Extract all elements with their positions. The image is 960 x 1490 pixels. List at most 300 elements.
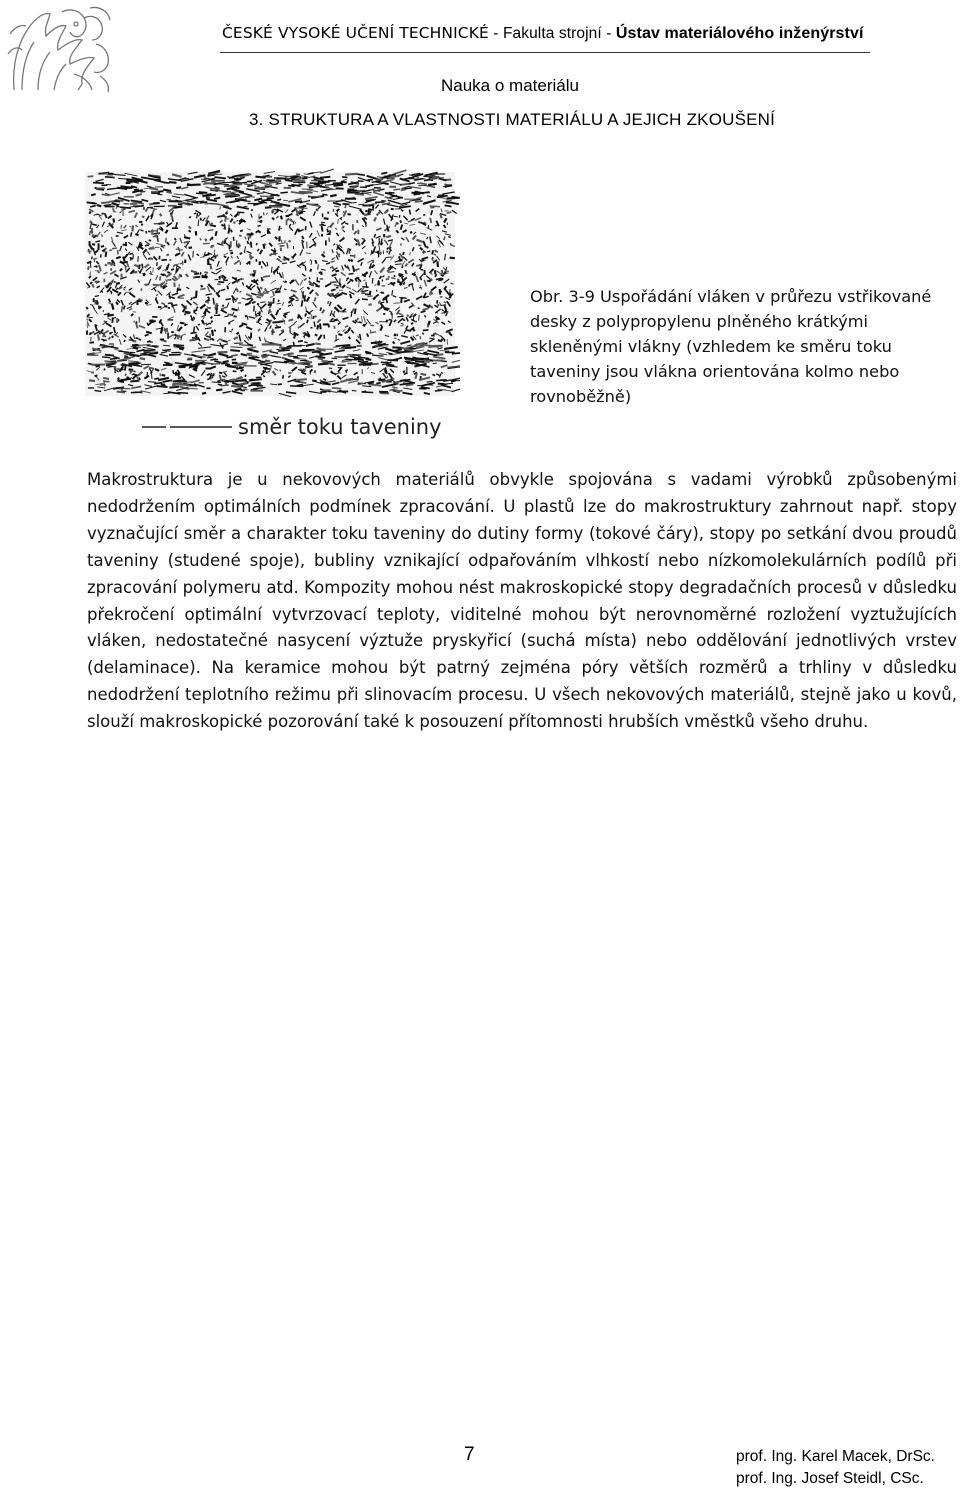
fiber-mark [216,308,217,314]
fiber-mark [150,258,153,259]
author-credits [736,1446,935,1490]
fiber-mark [342,226,344,227]
fiber-mark [334,311,335,315]
fiber-mark [158,191,163,192]
fiber-mark [157,236,158,239]
fiber-mark [394,334,395,337]
fiber-mark [306,253,311,254]
fiber-mark [279,226,280,231]
fiber-mark [148,231,150,232]
fiber-mark [372,251,373,254]
fiber-mark [315,334,317,336]
fiber-mark [307,320,308,324]
fiber-mark [314,297,315,301]
fiber-mark [208,297,210,299]
fiber-mark [257,304,259,305]
fiber-mark [253,271,256,272]
fiber-mark [381,173,387,174]
fiber-mark [357,318,359,320]
fiber-mark [125,365,126,370]
fiber-mark [422,333,424,334]
fiber-mark [399,256,400,260]
fiber-mark [95,390,102,391]
fiber-mark [139,339,141,340]
fiber-mark [410,232,412,233]
fiber-mark [438,340,440,341]
fiber-mark [363,280,365,281]
fiber-mark [376,383,380,384]
fiber-mark [173,380,185,381]
fiber-mark [114,282,116,283]
fiber-mark [239,235,242,236]
fiber-mark [297,379,307,380]
fiber-mark [287,219,290,220]
flow-direction-label: směr toku taveniny [238,415,442,439]
fiber-mark [209,323,211,324]
fiber-mark [330,282,337,283]
fiber-mark [198,215,200,216]
fiber-mark [96,366,100,367]
fiber-mark [201,285,202,287]
fiber-mark [285,180,292,181]
fiber-mark [205,239,207,241]
fiber-mark [369,385,381,386]
fiber-mark [413,371,415,372]
fiber-mark [154,378,159,379]
fiber-mark [279,309,281,310]
fiber-mark [129,355,139,356]
fiber-mark [431,335,434,336]
fiber-mark [393,342,395,344]
fiber-mark [376,179,383,180]
fiber-mark [163,393,170,394]
fiber-structure-figure [82,168,460,440]
fiber-mark [394,216,398,217]
fiber-mark [293,182,305,183]
fiber-mark [314,316,317,317]
fiber-mark [87,202,95,203]
fiber-mark [134,190,139,191]
fiber-mark [120,369,124,370]
fiber-mark [196,291,197,297]
fiber-mark [196,334,197,339]
fiber-mark [173,345,184,346]
fiber-mark [163,190,171,191]
fiber-mark [388,277,390,278]
fiber-mark [282,263,287,264]
fiber-mark [444,339,445,341]
fiber-mark [138,301,141,302]
fiber-mark [142,273,145,274]
fiber-mark [302,178,308,179]
fiber-mark [219,276,220,278]
institute-name: Ústav materiálového inženýrství [615,25,864,42]
fiber-mark [105,265,107,266]
fiber-mark [263,355,269,356]
fiber-mark [212,382,221,383]
fiber-mark [436,319,440,320]
fiber-mark [225,216,226,222]
fiber-mark [143,354,150,355]
fiber-mark [386,370,387,374]
fiber-mark [218,384,223,385]
fiber-mark [298,341,303,342]
fiber-mark [288,373,292,374]
fiber-mark [294,334,295,338]
fiber-mark [271,206,282,207]
fiber-mark [145,245,147,246]
fiber-mark [164,362,169,363]
fiber-mark [177,393,188,394]
fiber-mark [117,392,125,393]
fiber-mark [428,321,430,326]
fiber-mark [400,220,401,223]
fiber-mark [381,302,384,303]
fiber-mark [88,266,89,270]
fiber-mark [270,344,281,345]
fiber-mark [298,327,299,328]
fiber-mark [142,264,143,269]
fiber-mark [221,225,223,227]
fiber-mark [101,202,110,203]
fiber-mark [314,184,320,185]
fiber-mark [379,341,381,343]
fiber-mark [250,196,255,197]
fiber-cross-section-image [82,168,460,440]
fiber-mark [194,213,196,214]
fiber-mark [445,205,452,206]
fiber-mark [189,231,191,232]
fiber-mark [437,389,446,390]
fiber-mark [386,257,392,258]
fiber-mark [398,339,401,340]
fiber-mark [355,309,356,315]
fiber-mark [327,229,328,233]
fiber-mark [247,241,248,244]
fiber-mark [167,328,168,332]
fiber-mark [263,244,264,249]
fiber-mark [332,358,338,359]
fiber-mark [389,354,393,355]
fiber-mark [429,280,430,282]
fiber-mark [167,272,170,273]
fiber-mark [260,221,262,223]
fiber-mark [332,388,342,389]
fiber-mark [116,283,120,284]
fiber-mark [352,390,357,391]
fiber-mark [375,202,385,203]
fiber-mark [423,215,425,216]
fiber-mark [405,188,412,189]
fiber-mark [393,189,400,190]
fiber-mark [310,259,311,261]
fiber-mark [193,251,194,258]
fiber-mark [346,359,357,360]
fiber-mark [275,327,281,328]
fiber-mark [143,350,155,351]
fiber-mark [223,361,229,362]
fiber-mark [112,303,114,309]
fiber-mark [411,329,414,330]
fiber-mark [219,372,222,373]
fiber-mark [212,330,213,336]
fiber-mark [261,200,269,201]
fiber-mark [257,230,260,231]
fiber-mark [299,362,313,363]
fiber-mark [351,259,352,261]
fiber-mark [179,348,183,349]
figure-caption: Obr. 3-9 Uspořádání vláken v průřezu vstřikované desky z polypropylenu plněného krátkými skleněnými vlákny (vzhledem ke směru toku taveniny jsou vlákna orientována kolmo nebo rovnoběžně) [530,287,932,406]
fiber-mark [173,370,174,374]
fiber-mark [165,349,171,350]
fiber-mark [205,203,211,204]
fiber-mark [189,247,193,248]
fiber-mark [415,201,423,202]
fiber-mark [304,342,307,343]
fiber-mark [256,315,260,316]
fiber-mark [289,319,294,320]
fiber-mark [245,375,246,377]
fiber-mark [243,389,247,390]
fiber-mark [281,240,282,243]
fiber-mark [283,375,284,379]
fiber-mark [424,180,430,181]
fiber-mark [118,378,120,380]
fiber-mark [92,257,93,260]
fiber-mark [278,300,279,302]
fiber-mark [214,373,215,376]
faculty-name: - Fakulta strojní - [488,25,616,42]
fiber-mark [240,230,243,231]
fiber-mark [318,358,323,359]
fiber-mark [322,226,323,232]
fiber-mark [124,357,128,358]
fiber-mark [262,277,263,281]
fiber-mark [141,364,151,365]
fiber-mark [338,334,342,335]
fiber-mark [349,337,350,340]
fiber-mark [277,178,287,179]
fiber-mark [372,278,373,283]
fiber-mark [316,286,320,287]
lion-emblem-icon [4,4,116,96]
fiber-mark [375,341,378,342]
fiber-mark [112,318,113,323]
fiber-mark [287,243,288,249]
fiber-mark [419,315,420,321]
fiber-mark [202,393,206,394]
fiber-mark [362,299,368,300]
fiber-mark [112,248,117,249]
fiber-mark [131,232,132,237]
fiber-mark [146,231,147,234]
fiber-mark [140,192,145,193]
fiber-mark [88,176,94,177]
fiber-mark [345,205,346,208]
fiber-mark [123,244,127,245]
fiber-mark [105,177,115,178]
fiber-mark [231,347,243,348]
fiber-mark [318,364,328,365]
fiber-mark [409,210,410,215]
fiber-mark [430,292,431,295]
fiber-mark [130,258,133,259]
fiber-mark [237,333,239,335]
fiber-mark [397,316,404,317]
fiber-mark [317,325,318,329]
fiber-mark [176,187,181,188]
university-logo [4,4,116,96]
fiber-mark [321,222,325,223]
fiber-mark [112,336,114,337]
fiber-mark [359,322,362,323]
fiber-mark [418,308,420,309]
fiber-mark [91,194,96,195]
fiber-mark [350,294,351,298]
fiber-mark [239,213,240,216]
fiber-mark [368,383,374,384]
fiber-mark [194,317,195,320]
fiber-mark [101,246,104,247]
fiber-mark [317,281,320,282]
fiber-mark [432,269,434,270]
fiber-mark [309,277,310,279]
fiber-mark [288,186,295,187]
fiber-mark [383,362,388,363]
author-name: prof. Ing. Josef Steidl, CSc. [736,1470,924,1487]
fiber-mark [129,371,136,372]
fiber-mark [180,323,185,324]
fiber-mark [157,236,158,242]
fiber-mark [133,347,138,349]
fiber-mark [160,214,162,217]
fiber-mark [86,307,88,309]
fiber-mark [203,243,210,244]
fiber-mark [210,225,216,226]
fiber-mark [431,291,432,295]
fiber-mark [403,252,404,255]
fiber-mark [320,177,331,178]
fiber-mark [263,276,270,277]
fiber-mark [272,218,274,220]
fiber-mark [157,386,168,387]
fiber-mark [447,212,452,213]
fiber-mark [194,369,197,371]
fiber-mark [324,218,329,219]
fiber-mark [218,282,224,283]
fiber-mark [445,289,446,291]
fiber-mark [157,262,158,266]
fiber-mark [319,272,321,273]
fiber-mark [168,303,172,304]
header-rule [220,52,870,53]
fiber-mark [334,185,344,186]
fiber-mark [329,238,330,242]
fiber-mark [146,332,152,334]
fiber-mark [331,289,335,290]
fiber-mark [193,297,197,298]
fiber-mark [233,222,235,223]
fiber-mark [438,384,445,385]
fiber-mark [343,204,350,205]
fiber-mark [153,285,159,286]
fiber-mark [166,255,169,256]
fiber-mark [189,388,197,389]
fiber-mark [102,357,110,358]
fiber-mark [90,282,92,284]
fiber-mark [105,355,114,356]
fiber-mark [362,392,374,393]
fiber-mark [97,300,98,304]
fiber-mark [430,218,431,223]
fiber-mark [121,209,125,210]
fiber-mark [230,350,240,351]
institution-header [222,22,960,43]
fiber-mark [244,201,251,202]
fiber-mark [427,246,428,248]
fiber-mark [265,322,269,323]
fiber-mark [120,207,131,208]
fiber-mark [216,389,222,390]
fiber-mark [209,221,210,225]
fiber-mark [386,279,389,280]
fiber-mark [301,300,302,307]
fiber-mark [161,384,165,385]
fiber-mark [250,254,251,256]
fiber-mark [234,316,237,317]
fiber-mark [132,345,136,346]
fiber-mark [181,275,182,278]
fiber-mark [228,228,229,234]
fiber-mark [263,370,264,372]
fiber-mark [434,254,436,255]
fiber-mark [283,200,288,201]
fiber-mark [157,194,162,195]
fiber-mark [163,182,170,183]
fiber-mark [297,385,303,386]
fiber-mark [376,290,377,292]
fiber-mark [295,201,302,202]
fiber-mark [411,323,413,324]
fiber-mark [345,174,358,175]
fiber-mark [256,243,257,245]
fiber-mark [178,378,181,379]
fiber-mark [236,281,238,282]
fiber-mark [98,335,99,341]
fiber-mark [152,373,153,379]
fiber-mark [289,241,291,242]
fiber-mark [403,320,406,321]
fiber-mark [402,266,403,269]
fiber-mark [112,223,113,225]
fiber-mark [113,218,114,222]
fiber-mark [233,371,237,372]
fiber-mark [305,266,306,271]
fiber-mark [110,358,117,359]
fiber-mark [415,361,425,362]
fiber-mark [395,264,402,265]
fiber-mark [89,212,90,214]
fiber-mark [366,359,372,360]
fiber-mark [92,244,95,245]
fiber-mark [97,205,102,206]
fiber-mark [389,320,393,321]
fiber-mark [231,230,232,233]
fiber-mark [315,344,320,345]
fiber-mark [192,338,196,339]
fiber-mark [231,355,237,356]
fiber-mark [227,286,228,290]
